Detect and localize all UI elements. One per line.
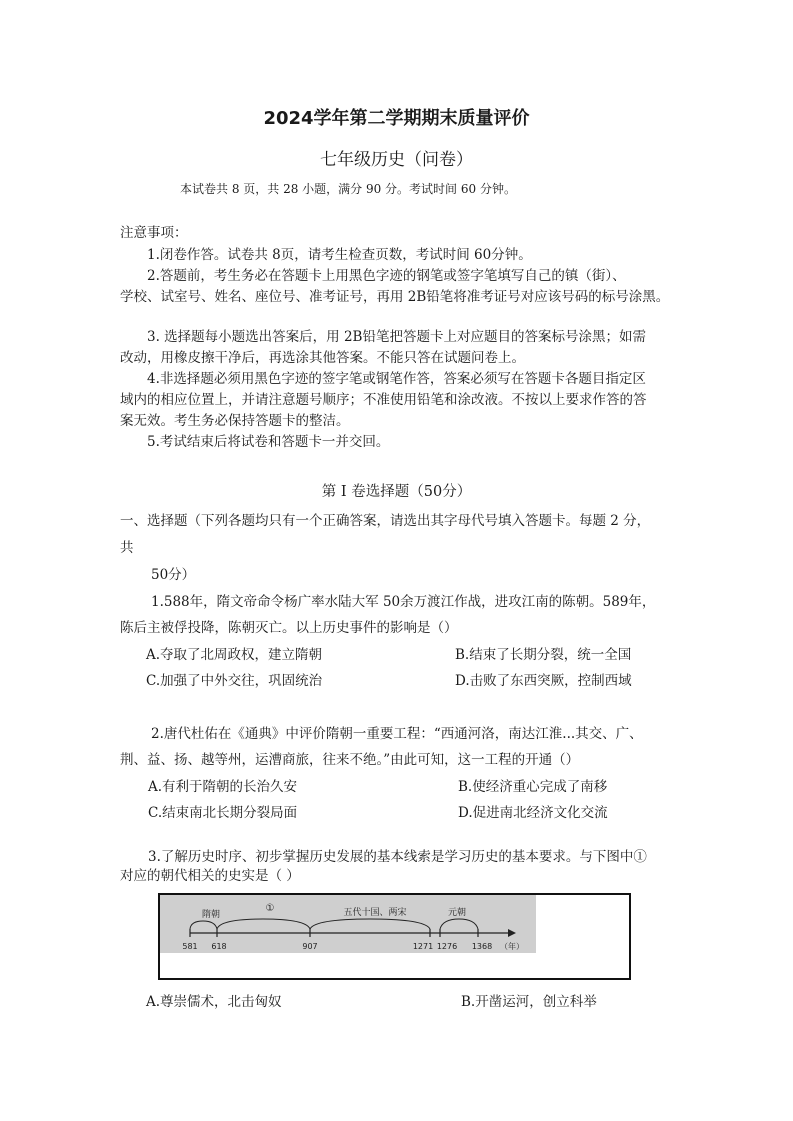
timeline-figure (158, 893, 631, 980)
note-4-line-2: 域内的相应位置上，并请注意题号顺序；不准使用铅笔和涂改液。不按以上要求作答的答 (120, 392, 647, 408)
label-sui: 隋朝 (202, 910, 221, 920)
timeline-arrow (508, 929, 516, 937)
bracket-sui (190, 921, 217, 929)
exam-info: 本试卷共 8 页，共 28 小题，满分 90 分。考试时间 60 分钟。 (180, 182, 516, 196)
note-1: 1.闭卷作答。试卷共 8页，请考生检查页数，考试时间 60分钟。 (147, 247, 532, 263)
note-2-line-1: 2.答题前，考生务必在答题卡上用黑色字迹的钢笔或签字笔填写自己的镇（街）、 (147, 268, 626, 284)
bracket-wudai (310, 919, 430, 929)
q2-option-d[interactable]: D.促进南北经济文化交流 (458, 805, 608, 821)
q1-stem-line-1: 1.588年，隋文帝命令杨广率水陆大军 50余万渡江作战，进攻江南的陈朝。589年， (151, 594, 656, 610)
label-marker: ① (265, 903, 275, 914)
bracket-yuan (440, 919, 478, 929)
q2-stem-line-2: 荆、益、扬、越等州，运漕商旅，往来不绝。”由此可知，这一工程的开通（） (120, 752, 580, 768)
tick-label-618: 618 (211, 942, 227, 951)
note-4-line-1: 4.非选择题必须用黑色字迹的签字笔或钢笔作答，答案必须写在答题卡各题目指定区 (147, 371, 646, 387)
timeline-photo (160, 895, 536, 953)
exam-title: 2024学年第二学期期末质量评价 (263, 108, 530, 129)
tick-label-907: 907 (302, 942, 318, 951)
q3-stem-line-2: 对应的朝代相关的史实是（ ） (120, 868, 300, 884)
note-4-line-3: 案无效。考生务必保持答题卡的整洁。 (120, 413, 350, 429)
exam-subtitle: 七年级历史（问卷） (320, 150, 473, 170)
q3-stem-line-1: 3.了解历史时序、初步掌握历史发展的基本线索是学习历史的基本要求。与下图中① (148, 849, 647, 865)
q1-option-a[interactable]: A.夺取了北周政权，建立隋朝 (146, 647, 323, 663)
tick-label-1368: 1368 (471, 942, 493, 951)
tick-label-581: 581 (182, 942, 198, 951)
q2-option-a[interactable]: A.有利于隋朝的长治久安 (148, 779, 298, 795)
note-2-line-2: 学校、试室号、姓名、座位号、准考证号，再用 2B铅笔将准考证号对应该号码的标号涂黑。 (120, 289, 670, 305)
note-3-line-1: 3. 选择题每小题选出答案后，用 2B铅笔把答题卡上对应题目的答案标号涂黑；如需 (147, 329, 646, 345)
notes-heading: 注意事项： (120, 225, 188, 241)
section-heading: 第 I 卷选择题（50分） (321, 484, 472, 500)
q1-option-c[interactable]: C.加强了中外交往，巩固统治 (146, 673, 323, 689)
bracket-marker (217, 919, 310, 929)
q2-option-b[interactable]: B.使经济重心完成了南移 (458, 779, 608, 795)
note-5: 5.考试结束后将试卷和答题卡一并交回。 (147, 434, 390, 450)
timeline-unit: （年） (500, 942, 524, 951)
note-3-line-2: 改动，用橡皮擦干净后，再选涂其他答案。不能只答在试题问卷上。 (120, 350, 525, 366)
q1-stem-line-2: 陈后主被俘投降，陈朝灭亡。以上历史事件的影响是（） (120, 620, 458, 636)
tick-label-1271: 1271 (412, 942, 434, 951)
section-intro-line-2: 共 (120, 540, 134, 556)
label-wudai: 五代十国、两宋 (343, 908, 407, 918)
q2-option-c[interactable]: C.结束南北长期分裂局面 (148, 805, 298, 821)
q1-option-b[interactable]: B.结束了长期分裂，统一全国 (455, 647, 632, 663)
tick-label-1276: 1276 (436, 942, 458, 951)
q1-option-d[interactable]: D.击败了东西突厥，控制西域 (455, 673, 632, 689)
timeline-svg (160, 895, 536, 953)
label-yuan: 元朝 (447, 908, 467, 918)
q2-stem-line-1: 2.唐代杜佑在《通典》中评价隋朝一重要工程：“西通河洛，南达江淮...其交、广、 (151, 726, 643, 742)
section-intro-line-1: 一、选择题（下列各题均只有一个正确答案，请选出其字母代号填入答题卡。每题 2 分， (120, 513, 651, 529)
q3-option-b[interactable]: B.开凿运河，创立科举 (461, 994, 597, 1010)
q3-option-a[interactable]: A.尊崇儒术，北击匈奴 (146, 994, 282, 1010)
section-intro-line-3: 50分） (151, 567, 196, 583)
